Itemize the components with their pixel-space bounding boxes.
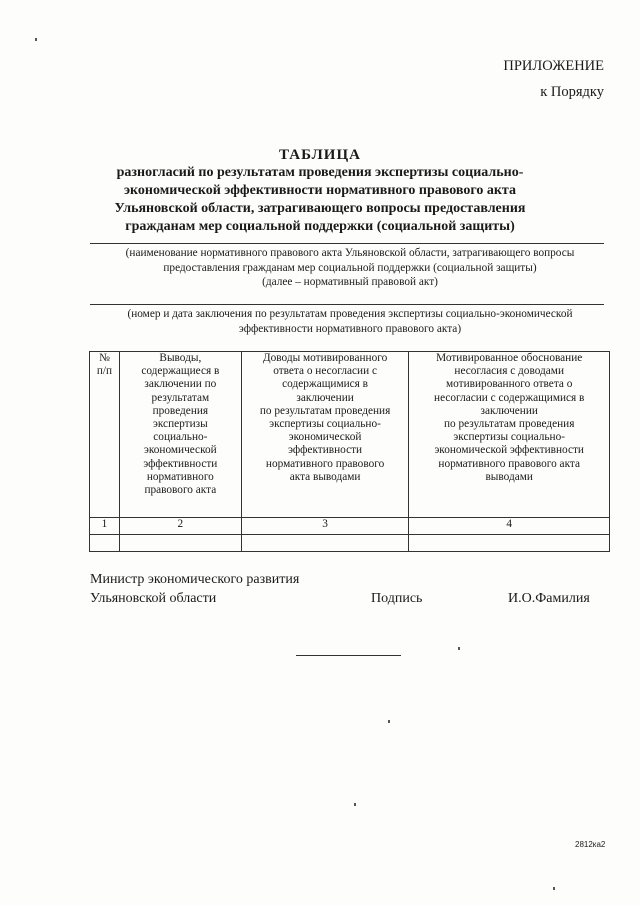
header-text: экспертизы (153, 418, 208, 431)
title-main: ТАБЛИЦА (279, 147, 361, 163)
column-number: 2 (119, 518, 241, 535)
document-code: 2812ка2 (575, 840, 606, 849)
caption-line: эффективности нормативного правового акта) (238, 322, 462, 335)
table-header-row (90, 352, 610, 518)
title-line: разногласий по результатам проведения экспертизы социально- (116, 165, 524, 180)
table-empty-row (90, 535, 610, 552)
scan-speck (354, 803, 356, 806)
blank-line-act-name (90, 243, 604, 244)
caption-line: (номер и дата заключения по результатам проведения экспертизы социально-экономической (127, 308, 573, 320)
appendix-title: ПРИЛОЖЕНИЕ (503, 58, 604, 74)
signatory-name: И.О.Фамилия (508, 591, 590, 606)
appendix-subtitle: к Порядку (540, 84, 604, 100)
header-text: содержащиеся в (141, 365, 220, 378)
header-text: содержащимися в (282, 378, 369, 391)
scan-speck (553, 887, 555, 890)
empty-cell (90, 535, 120, 552)
header-cell-arguments (241, 352, 409, 518)
empty-cell (119, 535, 241, 552)
header-text: эффективности (143, 457, 218, 470)
caption-conclusion (70, 307, 630, 336)
header-text: результатам (151, 391, 210, 404)
header-text: экспертизы социально- (269, 418, 381, 431)
signature-placeholder: Подпись (371, 591, 423, 606)
caption-line: (наименование нормативного правового акта Ульяновской области, затрагивающего вопросы (125, 247, 575, 259)
header-text: нормативного правового акта (438, 457, 580, 470)
header-text: мотивированного ответа о (446, 378, 573, 391)
empty-cell (241, 535, 409, 552)
header-text: экономической (288, 431, 362, 444)
header-text: Выводы, (159, 352, 202, 364)
scan-speck (388, 720, 390, 723)
header-text: Мотивированное обоснование (436, 352, 583, 364)
disagreement-table (89, 351, 610, 552)
header-cell-justification (409, 352, 610, 518)
blank-line-conclusion (90, 304, 604, 305)
column-number: 1 (90, 518, 120, 535)
header-cell-number (90, 352, 120, 518)
header-text: п/п (96, 365, 113, 378)
header-text: экономической эффективности (434, 444, 584, 457)
scan-speck (458, 647, 460, 650)
header-text: проведения (152, 404, 209, 417)
signatory-position-line2: Ульяновской области (90, 591, 217, 606)
header-text: экономической (144, 444, 217, 457)
column-number: 3 (241, 518, 409, 535)
header-text: заключении (296, 391, 354, 404)
header-text: по результатам проведения (443, 418, 575, 431)
header-text: Доводы мотивированного (262, 352, 388, 364)
header-text: акта выводами (289, 470, 361, 483)
header-text: несогласия с доводами (454, 365, 564, 378)
header-text: эффективности (288, 444, 363, 457)
header-text: № (99, 352, 110, 364)
caption-line: (далее – нормативный правовой акт) (262, 276, 438, 288)
header-text: выводами (485, 470, 533, 483)
header-text: правового акта (144, 484, 217, 497)
header-text: ответа о несогласии с (273, 365, 377, 378)
header-cell-conclusions (119, 352, 241, 518)
title-line: Ульяновской области, затрагивающего вопросы предоставления (114, 201, 526, 216)
title-line: экономической эффективности нормативного правового акта (124, 183, 516, 198)
header-text: нормативного (146, 470, 214, 483)
table-number-row (90, 518, 610, 535)
caption-act-name (70, 246, 630, 290)
title-line: гражданам мер социальной поддержки (социальной защиты) (125, 219, 515, 234)
header-text: нормативного правового (265, 457, 385, 470)
header-text: по результатам проведения (259, 404, 391, 417)
document-title (60, 146, 580, 236)
empty-cell (409, 535, 610, 552)
header-text: заключении по (144, 378, 217, 391)
scan-speck (35, 38, 37, 41)
caption-line: предоставления гражданам мер социальной поддержки (социальной защиты) (163, 261, 537, 274)
signatory-position-line1: Министр экономического развития (90, 572, 300, 587)
header-text: социально- (153, 431, 208, 444)
header-text: заключении (480, 404, 538, 417)
closing-line (296, 655, 401, 656)
appendix-header (503, 53, 604, 105)
header-text: экспертизы социально- (453, 431, 566, 444)
column-number: 4 (409, 518, 610, 535)
header-text: несогласии с содержащимися в (434, 391, 585, 404)
